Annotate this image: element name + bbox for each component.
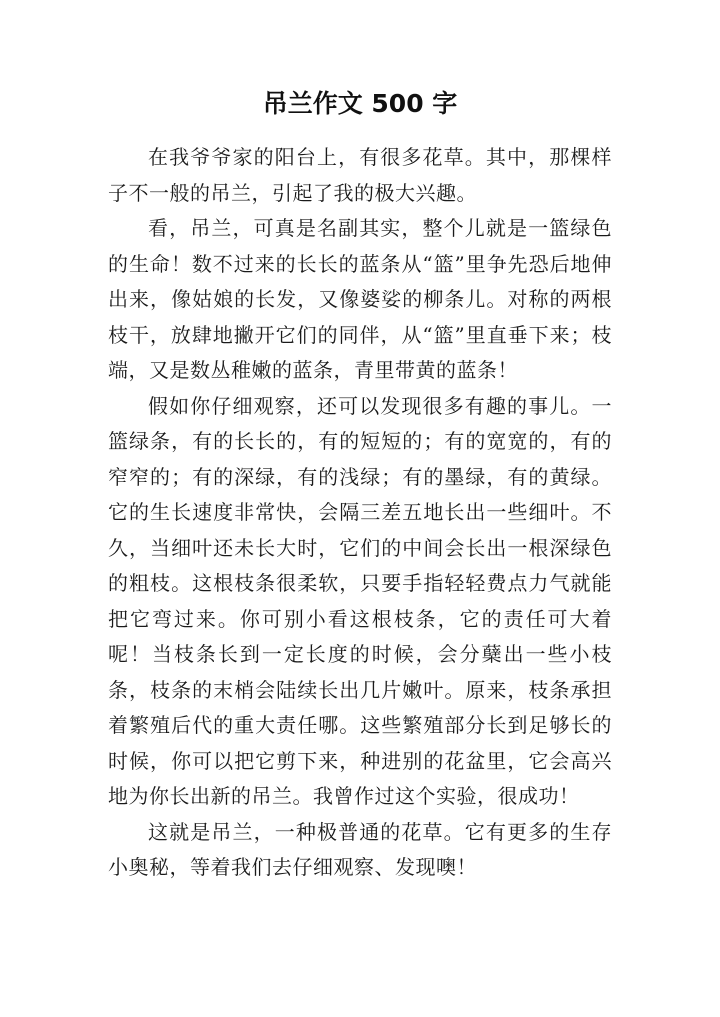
paragraph-3: 假如你仔细观察，还可以发现很多有趣的事儿。一篮绿条，有的长长的，有的短短的；有的宽宽的，有的窄窄的；有的深绿，有的浅绿；有的墨绿，有的黄绿。它的生长速度非常快，会隔三差五地长出一些细叶。不久，当细叶还未长大时，它们的中间会长出一根深绿色的粗枝。这根枝条很柔软，只要手指轻轻费点力气就能把它弯过来。你可别小看这根枝条，它的责任可大着呢！当枝条长到一定长度的时候，会分蘖出一些小枝条，枝条的末梢会陆续长出几片嫩叶。原来，枝条承担着繁殖后代的重大责任哪。这些繁殖部分长到足够长的时候，你可以把它剪下来，种进别的花盆里，它会高兴地为你长出新的吊兰。我曾作过这个实验，很成功！ [108,393,612,808]
essay-body [108,140,612,886]
paragraph-1: 在我爷爷家的阳台上，有很多花草。其中，那棵样子不一般的吊兰，引起了我的极大兴趣。 [108,145,612,205]
page-title: 吊兰作文 500 字 [262,89,458,118]
paragraph-2: 看，吊兰，可真是名副其实，整个儿就是一篮绿色的生命！数不过来的长长的蓝条从“篮”里争先恐后地伸出来，像姑娘的长发，又像婆娑的柳条儿。对称的两根枝干，放肆地撇开它们的同伴，从“篮”里直垂下来；枝端，又是数丛稚嫩的蓝条，青里带黄的蓝条！ [108,216,612,382]
paragraph-4: 这就是吊兰，一种极普通的花草。它有更多的生存小奥秘，等着我们去仔细观察、发现噢！ [108,819,612,879]
